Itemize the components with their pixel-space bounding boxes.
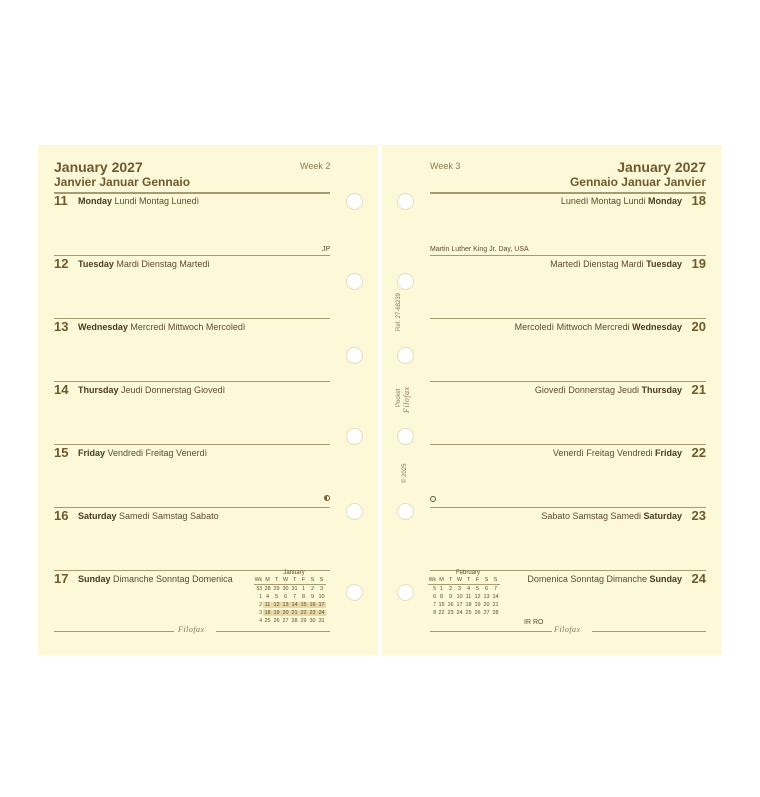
mini-calendar-day: 4: [466, 586, 471, 592]
day-name: [78, 259, 210, 269]
day-name: [527, 574, 682, 584]
mini-calendar-header: T: [274, 577, 279, 583]
day-name-translations: Mercoledì Mittwoch Mercredi: [514, 322, 633, 332]
day-name: [561, 196, 682, 206]
mini-calendar-week: 7: [433, 602, 436, 608]
day-name-english: Friday: [654, 448, 682, 458]
mini-calendar-day: 12: [474, 594, 481, 600]
mini-calendar-header: T: [448, 577, 453, 583]
day-name: [541, 511, 682, 521]
mini-calendar-day: 1: [439, 586, 444, 592]
mini-calendar-day: 25: [264, 618, 271, 624]
mini-calendar-day: 19: [474, 602, 481, 608]
mini-calendar-day: 15: [438, 602, 445, 608]
mini-calendar-january: [254, 570, 326, 625]
day-number: 23: [691, 508, 706, 523]
binder-hole: [346, 503, 363, 520]
binder-hole: [346, 193, 363, 210]
day-rule: [430, 192, 706, 193]
mini-calendar-day: 5: [274, 594, 279, 600]
binder-hole: [346, 273, 363, 290]
mini-calendar-week: 4: [259, 618, 262, 624]
day-rule: [54, 255, 330, 256]
spine-ref: Ref. 27-68239: [396, 292, 402, 331]
mini-calendar-week: 8: [433, 610, 436, 616]
mini-calendar-day: 13: [282, 602, 289, 608]
day-note-jp: JP: [321, 246, 330, 253]
binder-hole: [397, 273, 414, 290]
mini-calendar-day: 24: [318, 610, 325, 616]
day-rule: [430, 444, 706, 445]
day-name-english: Friday: [78, 448, 106, 458]
day-name: [78, 322, 245, 332]
day-name: [550, 259, 682, 269]
mini-calendar-day: 25: [465, 610, 472, 616]
mini-calendar-day: 24: [456, 610, 463, 616]
week-label: Week 2: [300, 161, 331, 171]
mini-calendar-day: 10: [318, 594, 325, 600]
footer-rule-left: [54, 631, 174, 632]
mini-calendar-day: 27: [483, 610, 490, 616]
mini-calendar-day: 12: [273, 602, 280, 608]
day-rule: [430, 255, 706, 256]
day-name-translations: Sabato Samstag Samedi: [541, 511, 644, 521]
day-rule: [430, 318, 706, 319]
mini-calendar-week: 5: [433, 586, 436, 592]
mini-calendar-day: 28: [291, 618, 298, 624]
mini-calendar-header: M: [265, 577, 270, 583]
mini-calendar-day: 1: [301, 586, 306, 592]
mini-calendar-day: 8: [301, 594, 306, 600]
day-name-translations: Samedi Samstag Sabato: [116, 511, 219, 521]
mini-calendar-day: 8: [439, 594, 444, 600]
binder-hole: [397, 347, 414, 364]
day-name-translations: Giovedì Donnerstag Jeudi: [534, 385, 642, 395]
day-name: [515, 322, 682, 332]
day-name-english: Sunday: [649, 574, 682, 584]
day-rule: [54, 507, 330, 508]
day-number: 14: [54, 382, 69, 397]
mini-calendar-day: 30: [309, 618, 316, 624]
day-number: 21: [691, 382, 706, 397]
day-name-translations: Domenica Sonntag Dimanche: [527, 574, 650, 584]
mini-calendar-day: 17: [318, 602, 325, 608]
binder-hole: [346, 584, 363, 601]
day-number: 24: [691, 571, 706, 586]
day-rule: [54, 192, 330, 193]
binder-hole: [397, 428, 414, 445]
day-name-translations: Martedì Dienstag Mardi: [550, 259, 647, 269]
mini-calendar-header: T: [466, 577, 471, 583]
mini-calendar-header: W: [456, 577, 463, 583]
day-name-translations: Jeudi Donnerstag Giovedì: [118, 385, 226, 395]
header-rule: [430, 193, 706, 194]
mini-calendar-day: 7: [292, 594, 297, 600]
day-rule: [54, 444, 330, 445]
mini-calendar-day: 14: [291, 602, 298, 608]
mini-calendar-day: 21: [291, 610, 298, 616]
mini-calendar-day: 5: [475, 586, 480, 592]
header-rule: [54, 193, 330, 194]
day-name-translations: Mardi Dienstag Martedì: [113, 259, 210, 269]
day-name-translations: Venerdì Freitag Vendredi: [552, 448, 655, 458]
mini-calendar-day: 19: [273, 610, 280, 616]
day-name-english: Saturday: [78, 511, 117, 521]
mini-calendar-week: 3: [259, 610, 262, 616]
mini-calendar-day: 20: [483, 602, 490, 608]
day-name: [535, 385, 682, 395]
left-page: [38, 145, 378, 655]
mini-calendar-day: 6: [484, 586, 489, 592]
day-name-english: Wednesday: [632, 322, 682, 332]
spine-copyright: © 2025: [402, 463, 408, 483]
day-name-translations: Mercredi Mittwoch Mercoledì: [127, 322, 246, 332]
day-rule: [430, 381, 706, 382]
mini-calendar-header: Wk: [428, 577, 436, 583]
mini-calendar-day: 23: [447, 610, 454, 616]
mini-calendar-day: 27: [282, 618, 289, 624]
mini-calendar-header: W: [282, 577, 289, 583]
day-number: 17: [54, 571, 69, 586]
right-page: [382, 145, 722, 655]
mini-calendar-day: 18: [264, 610, 271, 616]
mini-calendar-month: February: [455, 570, 480, 576]
mini-calendar-day: 9: [448, 594, 453, 600]
week-label: Week 3: [430, 161, 461, 171]
mini-calendar-header: T: [292, 577, 297, 583]
full-moon-icon: [430, 496, 436, 502]
brand-logo: Filofax: [554, 625, 581, 634]
day-name: [78, 385, 225, 395]
holiday-codes: IR RO: [524, 619, 544, 626]
mini-calendar-header: S: [484, 577, 489, 583]
mini-calendar-day: 28: [492, 610, 499, 616]
mini-calendar-day: 9: [310, 594, 315, 600]
mini-calendar-day: 16: [447, 602, 454, 608]
day-name: [553, 448, 682, 458]
day-number: 19: [691, 256, 706, 271]
mini-calendar-month: January: [283, 570, 305, 576]
footer-rule-right: [216, 631, 330, 632]
page-subtitle: Janvier Januar Gennaio: [54, 175, 191, 189]
day-rule: [54, 318, 330, 319]
mini-calendar-day: 15: [300, 602, 307, 608]
mini-calendar-day: 31: [318, 618, 325, 624]
mini-calendar-day: 11: [264, 602, 271, 608]
mini-calendar-day: 17: [456, 602, 463, 608]
binder-hole: [397, 503, 414, 520]
half-moon-icon: [324, 495, 330, 501]
day-number: 11: [54, 193, 68, 208]
day-name-english: Monday: [647, 196, 682, 206]
mini-calendar-header: M: [439, 577, 444, 583]
mini-calendar-week: 53: [256, 586, 262, 592]
day-name-english: Tuesday: [78, 259, 114, 269]
mini-calendar-day: 22: [300, 610, 307, 616]
mini-calendar-day: 22: [438, 610, 445, 616]
mini-calendar-day: 13: [483, 594, 490, 600]
day-name-translations: Dimanche Sonntag Domenica: [110, 574, 233, 584]
page-subtitle: Gennaio Januar Janvier: [569, 175, 706, 189]
day-name: [78, 511, 219, 521]
mini-calendar-week: 2: [259, 602, 262, 608]
day-name-english: Thursday: [641, 385, 682, 395]
day-number: 20: [691, 319, 706, 334]
day-rule: [54, 381, 330, 382]
day-name-english: Thursday: [78, 385, 119, 395]
footer-rule-right: [592, 631, 706, 632]
day-name: [78, 574, 233, 584]
day-name: [78, 448, 207, 458]
mini-calendar-day: 16: [309, 602, 316, 608]
page-title: January 2027: [54, 159, 143, 175]
mini-calendar-day: 11: [465, 594, 472, 600]
mini-calendar-day: 29: [273, 586, 280, 592]
mini-calendar-day: 20: [282, 610, 289, 616]
binder-hole: [346, 428, 363, 445]
mini-calendar-header: F: [475, 577, 480, 583]
mini-calendar-header: S: [310, 577, 315, 583]
mini-calendar-header: F: [301, 577, 306, 583]
mini-calendar-day: 26: [474, 610, 481, 616]
mini-calendar-february: [428, 570, 500, 617]
mini-calendar-day: 7: [493, 586, 498, 592]
mini-calendar-header: S: [319, 577, 324, 583]
page-title: January 2027: [617, 159, 706, 175]
mini-calendar-day: 2: [310, 586, 315, 592]
mini-calendar-day: 3: [457, 586, 462, 592]
spine-brand: Filofax: [402, 386, 411, 413]
mini-calendar-day: 10: [456, 594, 463, 600]
spine-product: Pocket: [396, 388, 402, 407]
mini-calendar-day: 29: [300, 618, 307, 624]
day-number: 16: [54, 508, 69, 523]
binder-hole: [346, 347, 363, 364]
day-number: 18: [691, 193, 706, 208]
mini-calendar-day: 4: [265, 594, 270, 600]
mini-calendar-day: 6: [283, 594, 288, 600]
day-name-translations: Lundi Montag Lunedì: [112, 196, 200, 206]
mini-calendar-day: 18: [465, 602, 472, 608]
mini-calendar-day: 28: [264, 586, 271, 592]
day-name-english: Sunday: [78, 574, 111, 584]
binder-hole: [397, 193, 414, 210]
mini-calendar-day: 14: [492, 594, 499, 600]
mini-calendar-day: 30: [282, 586, 289, 592]
day-number: 22: [691, 445, 706, 460]
mini-calendar-day: 26: [273, 618, 280, 624]
mini-calendar-week: 1: [259, 594, 262, 600]
day-number: 15: [54, 445, 69, 460]
day-name-translations: Vendredi Freitag Venerdì: [105, 448, 208, 458]
day-name-english: Wednesday: [78, 322, 128, 332]
day-name-english: Monday: [78, 196, 113, 206]
mini-calendar-header: S: [493, 577, 498, 583]
day-number: 12: [54, 256, 69, 271]
mini-calendar-day: 31: [291, 586, 298, 592]
footer-rule-left: [430, 631, 552, 632]
binder-hole: [397, 584, 414, 601]
day-number: 13: [54, 319, 69, 334]
day-name-english: Tuesday: [646, 259, 682, 269]
mini-calendar-day: 21: [492, 602, 499, 608]
day-name-translations: Lunedì Montag Lundi: [560, 196, 648, 206]
mini-calendar-header: Wk: [254, 577, 262, 583]
mini-calendar-week: 6: [433, 594, 436, 600]
brand-logo: Filofax: [178, 625, 205, 634]
mini-calendar-day: 23: [309, 610, 316, 616]
day-name: [78, 196, 199, 206]
day-name-english: Saturday: [643, 511, 682, 521]
holiday-note: Martin Luther King Jr. Day, USA: [430, 246, 529, 253]
mini-calendar-day: 2: [448, 586, 453, 592]
mini-calendar-day: 3: [319, 586, 324, 592]
day-rule: [430, 507, 706, 508]
